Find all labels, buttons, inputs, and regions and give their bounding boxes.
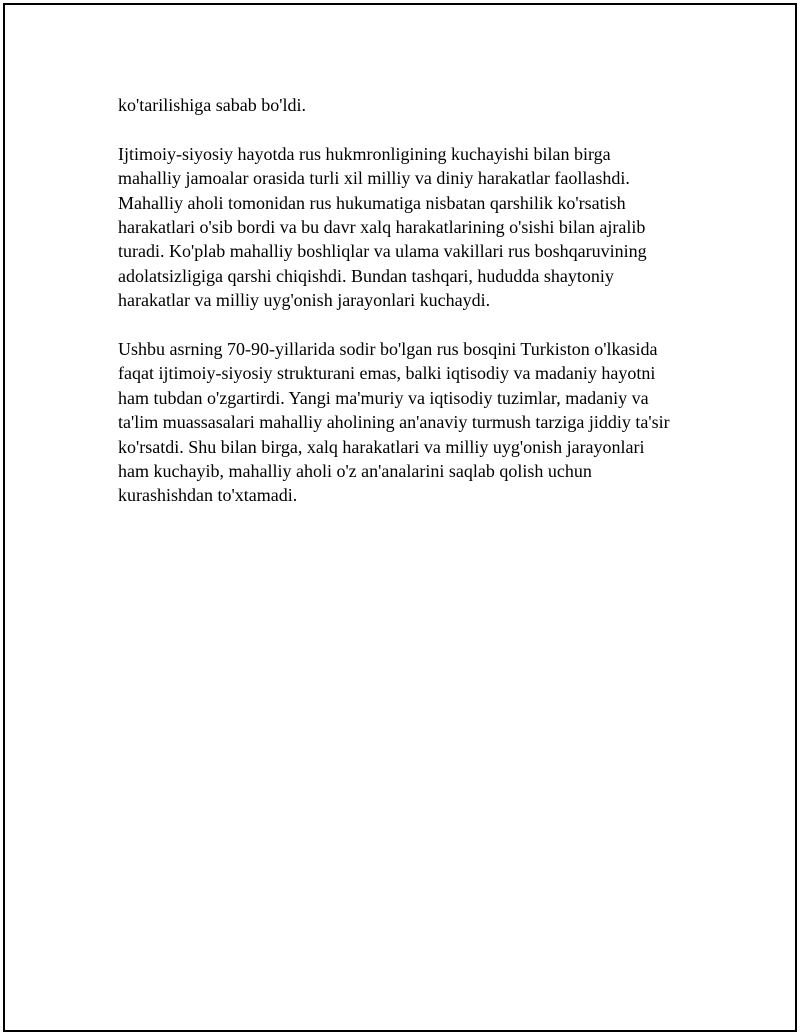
text-line: ham kuchayib, mahalliy aholi o'z an'analarini saqlab qolish uchun — [118, 461, 592, 482]
text-line: Ushbu asrning 70-90-yillarida sodir bo'lgan rus bosqini Turkiston o'lkasida — [118, 339, 658, 360]
text-line: harakatlari o'sib bordi va bu davr xalq harakatlarining o'sishi bilan ajralib — [118, 217, 646, 238]
paragraph-gap — [118, 313, 718, 337]
text-line: Mahalliy aholi tomonidan rus hukumatiga nisbatan qarshilik ko'rsatish — [118, 192, 626, 213]
text-line: adolatsizligiga qarshi chiqishdi. Bundan tashqari, hududda shaytoniy — [118, 265, 614, 286]
text-line: ko'rsatdi. Shu bilan birga, xalq harakatlari va milliy uyg'onish jarayonlari — [118, 436, 645, 457]
paragraph-gap — [118, 117, 718, 141]
text-line: mahalliy jamoalar orasida turli xil milliy va diniy harakatlar faollashdi. — [118, 168, 630, 189]
text-line: ko'tarilishiga sabab bo'ldi. — [118, 95, 306, 115]
text-line: kurashishdan to'xtamadi. — [118, 485, 298, 506]
paragraph-1 — [118, 93, 718, 117]
text-line: faqat ijtimoiy-siyosiy strukturani emas, balki iqtisodiy va madaniy hayotni — [118, 363, 656, 384]
document-page — [3, 3, 797, 1032]
document-body — [118, 93, 718, 508]
text-line: ham tubdan o'zgartirdi. Yangi ma'muriy va iqtisodiy tuzimlar, madaniy va — [118, 387, 649, 408]
text-line: turadi. Ko'plab mahalliy boshliqlar va ulama vakillari rus boshqaruvining — [118, 241, 647, 262]
text-line: ta'lim muassasalari mahalliy aholining an'anaviy turmush tarziga jiddiy ta'sir — [118, 412, 670, 433]
paragraph-3 — [118, 337, 718, 508]
text-line: Ijtimoiy-siyosiy hayotda rus hukmronligining kuchayishi bilan birga — [118, 143, 611, 164]
text-line: harakatlar va milliy uyg'onish jarayonlari kuchaydi. — [118, 290, 491, 311]
paragraph-2 — [118, 142, 718, 313]
